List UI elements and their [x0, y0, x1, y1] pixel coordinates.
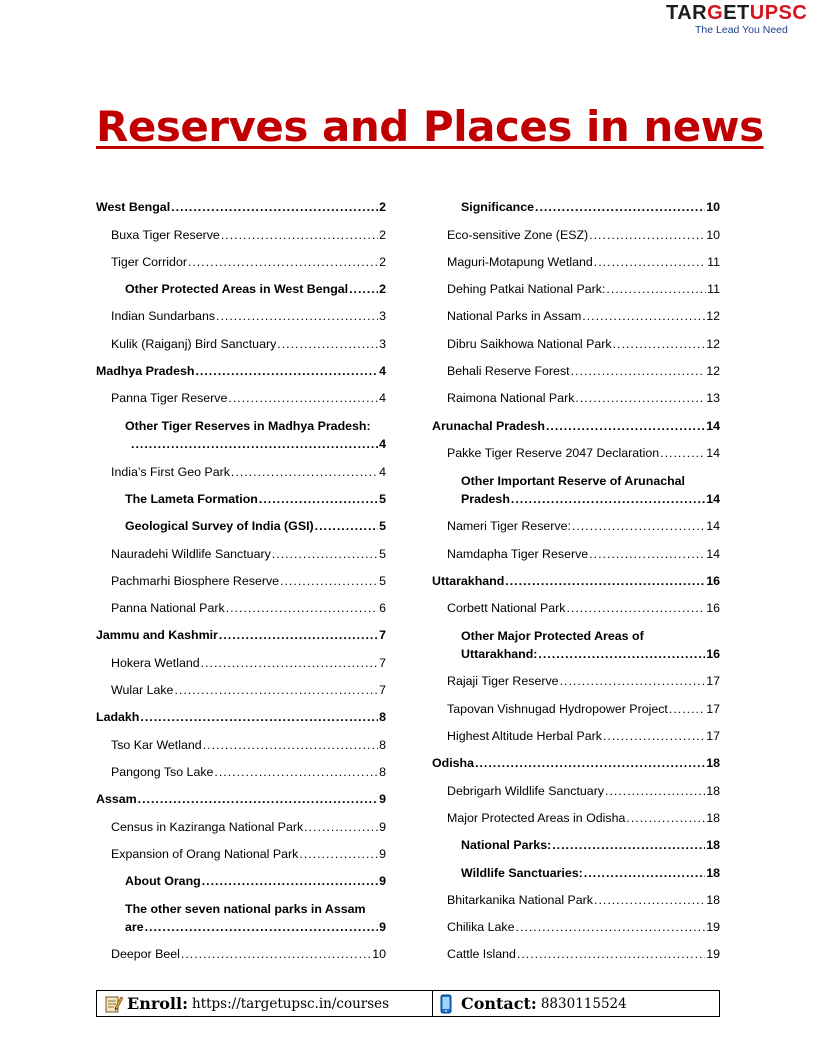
toc-page-number: 2: [379, 282, 386, 297]
toc-dot-leader: [181, 947, 371, 961]
toc-dot-leader: [138, 792, 378, 806]
toc-left-column: [96, 187, 386, 961]
toc-dot-leader: [226, 601, 378, 615]
toc-entry-title-continued: Pradesh: [461, 491, 510, 506]
toc-page-number: 3: [379, 336, 386, 351]
toc-entry-title: National Parks in Assam: [447, 309, 582, 324]
contact-label: Contact:: [461, 994, 537, 1013]
toc-dot-leader: [589, 228, 705, 242]
toc-entry-title-continued: Uttarakhand:: [461, 647, 538, 662]
toc-entry-title: Debrigarh Wildlife Sanctuary: [447, 783, 605, 798]
toc-entry[interactable]: [432, 351, 720, 378]
toc-page-number: 18: [706, 892, 720, 907]
toc-entry-title: Assam: [96, 792, 137, 807]
toc-entry[interactable]: [432, 242, 720, 269]
toc-dot-leader: [572, 519, 705, 533]
toc-entry-title: Pachmarhi Biosphere Reserve: [111, 573, 280, 588]
notepad-pencil-icon: [105, 994, 123, 1014]
toc-page-number: 19: [706, 920, 720, 935]
toc-page-number: 12: [706, 336, 720, 351]
toc-dot-leader: [349, 282, 378, 296]
toc-dot-leader: [613, 337, 706, 351]
toc-entry[interactable]: [96, 351, 386, 378]
toc-entry-title: Highest Altitude Herbal Park: [447, 729, 602, 744]
page-title: Reserves and Places in news: [96, 102, 764, 151]
toc-page-number: 14: [706, 445, 720, 460]
toc-page-number: 5: [379, 491, 386, 506]
toc-page-number: 7: [379, 655, 386, 670]
toc-entry-title: Odisha: [432, 756, 474, 771]
toc-dot-leader: [188, 255, 378, 269]
toc-entry-title: Other Important Reserve of Arunachal: [461, 473, 685, 488]
contact-number[interactable]: 8830115524: [540, 995, 627, 1012]
toc-dot-leader: [219, 628, 378, 642]
logo-text-et: ET: [723, 2, 750, 24]
toc-entry[interactable]: [96, 479, 386, 506]
toc-page-number: 4: [379, 437, 386, 452]
toc-entry[interactable]: [432, 187, 720, 214]
toc-entry-title: Significance: [461, 200, 534, 215]
footer-bar: [96, 990, 720, 1017]
toc-entry[interactable]: [432, 798, 720, 825]
toc-page-number: 10: [706, 200, 720, 215]
toc-entry[interactable]: [432, 661, 720, 688]
toc-page-number: 19: [706, 947, 720, 962]
toc-entry-title: Ladakh: [96, 710, 140, 725]
toc-entry-title: Nameri Tiger Reserve:: [447, 519, 571, 534]
toc-page-number: 5: [379, 573, 386, 588]
toc-page-number: 8: [379, 764, 386, 779]
toc-entry[interactable]: [432, 688, 720, 715]
toc-page-number: 9: [379, 819, 386, 834]
toc-dot-leader: [552, 838, 705, 852]
toc-entry[interactable]: [432, 852, 720, 879]
toc-entry[interactable]: [432, 880, 720, 907]
toc-entry-title: Panna National Park: [111, 601, 225, 616]
toc-entry-title: Namdapha Tiger Reserve: [447, 546, 589, 561]
toc-entry[interactable]: [96, 533, 386, 560]
toc-dot-leader: [571, 364, 706, 378]
toc-entry-title: Nauradehi Wildlife Sanctuary: [111, 546, 271, 561]
toc-page-number: 12: [706, 309, 720, 324]
toc-page-number: 18: [706, 838, 720, 853]
toc-page-number: 17: [706, 674, 720, 689]
toc-entry[interactable]: [96, 861, 386, 888]
mobile-phone-icon: [439, 994, 457, 1014]
toc-entry[interactable]: [96, 269, 386, 296]
toc-entry[interactable]: [96, 405, 386, 451]
toc-entry[interactable]: [432, 907, 720, 934]
enroll-link[interactable]: https://targetupsc.in/courses: [192, 995, 390, 1012]
contact-cell: [433, 991, 719, 1016]
toc-entry-title: Panna Tiger Reserve: [111, 391, 228, 406]
toc-dot-leader: [174, 683, 378, 697]
toc-page-number: 14: [706, 546, 720, 561]
toc-dot-leader: [195, 364, 378, 378]
toc-dot-leader: [221, 228, 378, 242]
toc-page-number: 17: [706, 729, 720, 744]
toc-page-number: 9: [379, 846, 386, 861]
toc-page-number: 8: [379, 710, 386, 725]
toc-entry[interactable]: [432, 433, 720, 460]
toc-dot-leader: [546, 419, 705, 433]
toc-entry[interactable]: [96, 242, 386, 269]
toc-page-number: 4: [379, 364, 386, 379]
toc-dot-leader: [560, 674, 706, 688]
toc-entry-title: Expansion of Orang National Park: [111, 846, 299, 861]
toc-entry-title: Hokera Wetland: [111, 655, 200, 670]
toc-entry[interactable]: [96, 779, 386, 806]
toc-entry-title: Chilika Lake: [447, 920, 515, 935]
toc-entry[interactable]: [432, 405, 720, 432]
toc-entry-title: Uttarakhand: [432, 573, 505, 588]
toc-entry[interactable]: [96, 296, 386, 323]
toc-entry[interactable]: [432, 588, 720, 615]
toc-dot-leader: [535, 200, 705, 214]
toc-entry[interactable]: [96, 888, 386, 934]
toc-entry[interactable]: [432, 770, 720, 797]
toc-page-number: 2: [379, 200, 386, 215]
toc-entry[interactable]: [432, 378, 720, 405]
toc-dot-leader: [594, 893, 705, 907]
toc-entry-title: Geological Survey of India (GSI): [125, 519, 314, 534]
toc-dot-leader: [315, 519, 378, 533]
toc-dot-leader: [605, 784, 705, 798]
toc-dot-leader: [584, 866, 705, 880]
toc-entry[interactable]: [432, 716, 720, 743]
toc-page-number: 11: [707, 254, 720, 269]
toc-entry[interactable]: [96, 806, 386, 833]
toc-dot-leader: [145, 920, 378, 934]
toc-dot-leader: [582, 309, 705, 323]
toc-page-number: 4: [379, 464, 386, 479]
toc-dot-leader: [280, 574, 378, 588]
toc-entry[interactable]: [96, 670, 386, 697]
toc-entry-title: Eco-sensitive Zone (ESZ): [447, 227, 589, 242]
toc-right-column: [432, 187, 720, 961]
toc-page-number: 16: [706, 573, 720, 588]
toc-dot-leader: [259, 492, 378, 506]
toc-dot-leader: [304, 820, 378, 834]
toc-entry-title: Jammu and Kashmir: [96, 628, 218, 643]
toc-page-number: 12: [706, 364, 720, 379]
toc-entry-title: Cattle Island: [447, 947, 516, 962]
toc-dot-leader: [277, 337, 378, 351]
toc-entry-title: Deepor Beel: [111, 947, 180, 962]
toc-entry-title: Tapovan Vishnugad Hydropower Project: [447, 701, 668, 716]
toc-entry[interactable]: [432, 561, 720, 588]
toc-dot-leader: [131, 437, 378, 451]
toc-entry-title: Corbett National Park: [447, 601, 566, 616]
toc-entry[interactable]: [432, 460, 720, 506]
toc-entry-title: Wildlife Sanctuaries:: [461, 865, 583, 880]
toc-page-number: 2: [379, 254, 386, 269]
toc-entry[interactable]: [432, 296, 720, 323]
toc-entry-title: Tso Kar Wetland: [111, 737, 202, 752]
toc-entry[interactable]: [432, 269, 720, 296]
toc-entry-title: India’s First Geo Park: [111, 464, 230, 479]
toc-entry-title: Other Tiger Reserves in Madhya Pradesh:: [125, 419, 371, 434]
toc-entry-title: Other Protected Areas in West Bengal: [125, 282, 349, 297]
toc-entry[interactable]: [96, 451, 386, 478]
toc-entry-title: Buxa Tiger Reserve: [111, 227, 220, 242]
toc-entry[interactable]: [432, 506, 720, 533]
targetupsc-logo: [664, 0, 816, 40]
toc-page-number: 6: [379, 601, 386, 616]
toc-page-number: 16: [706, 601, 720, 616]
toc-entry-title: Bhitarkanika National Park: [447, 892, 594, 907]
toc-dot-leader: [272, 547, 378, 561]
toc-page-number: 18: [706, 756, 720, 771]
toc-dot-leader: [594, 255, 706, 269]
toc-entry-title: The Lameta Formation: [125, 491, 258, 506]
toc-entry[interactable]: [432, 934, 720, 961]
toc-entry[interactable]: [96, 834, 386, 861]
toc-page-number: 10: [706, 227, 720, 242]
toc-dot-leader: [669, 702, 705, 716]
toc-dot-leader: [660, 446, 705, 460]
toc-entry-title: Maguri-Motapung Wetland: [447, 254, 593, 269]
toc-entry-title: Other Major Protected Areas of: [461, 629, 644, 644]
toc-entry-title: Kulik (Raiganj) Bird Sanctuary: [111, 336, 277, 351]
toc-page-number: 5: [379, 519, 386, 534]
toc-entry-title: Tiger Corridor: [111, 254, 187, 269]
logo-tagline: The Lead You Need: [695, 24, 788, 36]
toc-dot-leader: [589, 547, 705, 561]
toc-entry[interactable]: [432, 214, 720, 241]
toc-entry-title: Indian Sundarbans: [111, 309, 216, 324]
toc-entry-title: Major Protected Areas in Odisha: [447, 810, 626, 825]
toc-dot-leader: [171, 200, 378, 214]
toc-dot-leader: [299, 847, 378, 861]
toc-entry-title: Arunachal Pradesh: [432, 418, 545, 433]
toc-entry-title: Pakke Tiger Reserve 2047 Declaration: [447, 445, 660, 460]
toc-page-number: 14: [706, 418, 720, 433]
toc-entry[interactable]: [96, 615, 386, 642]
toc-dot-leader: [228, 391, 378, 405]
toc-page-number: 2: [379, 227, 386, 242]
toc-page-number: 13: [706, 391, 720, 406]
toc-entry[interactable]: [96, 724, 386, 751]
toc-entry[interactable]: [432, 533, 720, 560]
enroll-label: Enroll:: [127, 994, 188, 1013]
toc-page-number: 11: [707, 282, 720, 297]
enroll-cell: [97, 991, 433, 1016]
toc-entry-title: Dibru Saikhowa National Park: [447, 336, 612, 351]
toc-dot-leader: [203, 738, 378, 752]
toc-page-number: 18: [706, 810, 720, 825]
toc-dot-leader: [201, 656, 378, 670]
toc-page-number: 14: [706, 491, 720, 506]
toc-dot-leader: [566, 601, 705, 615]
toc-dot-leader: [517, 947, 705, 961]
toc-page-number: 10: [372, 947, 386, 962]
toc-entry-title: Raimona National Park: [447, 391, 575, 406]
toc-dot-leader: [216, 309, 378, 323]
toc-entry-title: Dehing Patkai National Park:: [447, 282, 606, 297]
toc-page-number: 9: [379, 874, 386, 889]
toc-page-number: 16: [706, 647, 720, 662]
toc-entry[interactable]: [96, 561, 386, 588]
toc-page-number: 17: [706, 701, 720, 716]
toc-entry-title: Census in Kaziranga National Park: [111, 819, 304, 834]
toc-dot-leader: [231, 465, 378, 479]
toc-dot-leader: [626, 811, 705, 825]
toc-dot-leader: [475, 756, 705, 770]
toc-entry-title: National Parks:: [461, 838, 552, 853]
toc-entry[interactable]: [96, 323, 386, 350]
toc-page-number: 3: [379, 309, 386, 324]
toc-entry[interactable]: [432, 615, 720, 661]
toc-entry[interactable]: [96, 697, 386, 724]
toc-entry-title: Madhya Pradesh: [96, 364, 195, 379]
toc-entry-title: Wular Lake: [111, 683, 174, 698]
toc-entry-title: Behali Reserve Forest: [447, 364, 570, 379]
toc-entry[interactable]: [96, 752, 386, 779]
toc-dot-leader: [606, 282, 706, 296]
logo-wordmark: [666, 2, 807, 25]
toc-entry[interactable]: [96, 187, 386, 214]
toc-dot-leader: [538, 647, 705, 661]
toc-dot-leader: [214, 765, 378, 779]
toc-dot-leader: [603, 729, 705, 743]
toc-page-number: 18: [706, 783, 720, 798]
toc-entry[interactable]: [96, 642, 386, 669]
toc-entry-title: Pangong Tso Lake: [111, 764, 214, 779]
toc-dot-leader: [505, 574, 705, 588]
toc-entry[interactable]: [96, 378, 386, 405]
toc-entry[interactable]: [96, 934, 386, 961]
toc-dot-leader: [516, 920, 706, 934]
toc-entry-title: West Bengal: [96, 200, 171, 215]
logo-target-g: G: [707, 2, 724, 24]
toc-entry[interactable]: [432, 743, 720, 770]
toc-entry[interactable]: [432, 825, 720, 852]
toc-entry[interactable]: [432, 323, 720, 350]
toc-entry-title: The other seven national parks in Assam: [125, 902, 366, 917]
toc-page-number: 4: [379, 391, 386, 406]
toc-page-number: 7: [379, 628, 386, 643]
toc-dot-leader: [575, 391, 705, 405]
toc-entry[interactable]: [96, 214, 386, 241]
toc-page-number: 14: [706, 519, 720, 534]
toc-page-number: 9: [379, 792, 386, 807]
toc-page-number: 8: [379, 737, 386, 752]
toc-dot-leader: [202, 874, 378, 888]
toc-page-number: 7: [379, 683, 386, 698]
toc-page-number: 5: [379, 546, 386, 561]
logo-text-tar: TAR: [666, 2, 708, 24]
toc-page-number: 18: [706, 865, 720, 880]
toc-dot-leader: [511, 492, 705, 506]
toc-entry[interactable]: [96, 506, 386, 533]
toc-dot-leader: [140, 710, 378, 724]
logo-text-upsc: UPSC: [749, 2, 808, 24]
toc-entry[interactable]: [96, 588, 386, 615]
toc-entry-title: About Orang: [125, 874, 201, 889]
toc-entry-title-continued: are: [125, 920, 144, 935]
toc-page-number: 9: [379, 920, 386, 935]
toc-entry-title: Rajaji Tiger Reserve: [447, 674, 559, 689]
